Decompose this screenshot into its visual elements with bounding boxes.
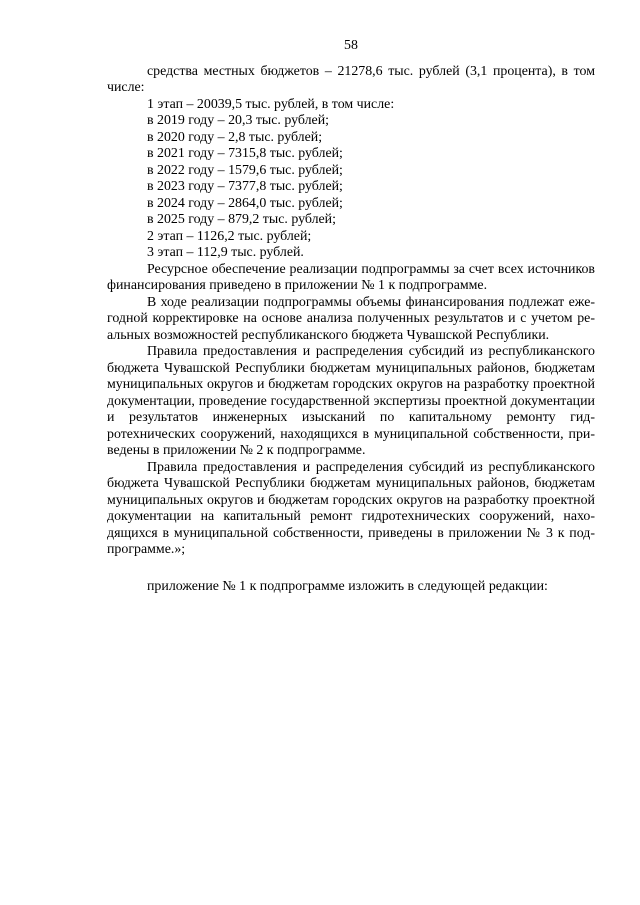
list-item: в 2022 году – 1579,6 тыс. рублей; (147, 162, 343, 178)
document-page (107, 38, 595, 595)
body-paragraph: Правила предоставления и распределения субсидий из республиканского бюджета Чувашской Республики бюджетам муниципальных районов, бюджетам муниципальных округов и бюджетам городских округов на разработку проектной документации на капитальный ремонт гидротехнических сооружений, находящихся в муниципальной собственности, приведены в приложении № 3 к подпрограмме.»; (107, 459, 595, 557)
page-number: 58 (344, 38, 358, 53)
body-paragraph: Ресурсное обеспечение реализации подпрограммы за счет всех источников финансирования приведено в приложении № 1 к подпрограмме. (107, 261, 595, 293)
list-item: в 2019 году – 20,3 тыс. рублей; (147, 113, 330, 128)
list-item: 2 этап – 1126,2 тыс. рублей; (147, 228, 312, 244)
intro-paragraph: средства местных бюджетов – 21278,6 тыс. рублей (3,1 процента), в том числе: (107, 63, 595, 95)
list-item: 1 этап – 20039,5 тыс. рублей, в том числе: (147, 96, 395, 112)
list-item: в 2024 году – 2864,0 тыс. рублей; (147, 195, 343, 211)
funding-list (107, 97, 595, 262)
list-item: в 2021 году – 7315,8 тыс. рублей; (147, 146, 343, 161)
list-item: в 2023 году – 7377,8 тыс. рублей; (147, 179, 343, 194)
list-item: в 2025 году – 879,2 тыс. рублей; (147, 212, 336, 227)
list-item: 3 этап – 112,9 тыс. рублей. (147, 245, 304, 260)
body-paragraph: Правила предоставления и распределения субсидий из республиканского бюджета Чувашской Республики бюджетам муниципальных районов, бюджетам муниципальных округов и бюджетам городских округов на разработку проектной документации, проведение государственной экспертизы проектной документации и результатов инженерных изысканий по капитальному ремонту гидротехнических сооружений, находящихся в муниципальной собственности, приведены в приложении № 2 к подпрограмме. (107, 344, 595, 458)
final-instruction: приложение № 1 к подпрограмме изложить в следующей редакции: (147, 578, 548, 594)
body-paragraph: В ходе реализации подпрограммы объемы финансирования подлежат ежегодной корректировке на основе анализа полученных результатов и с учетом реальных возможностей республиканского бюджета Чувашской Республики. (107, 294, 595, 343)
list-item: в 2020 году – 2,8 тыс. рублей; (147, 129, 323, 145)
